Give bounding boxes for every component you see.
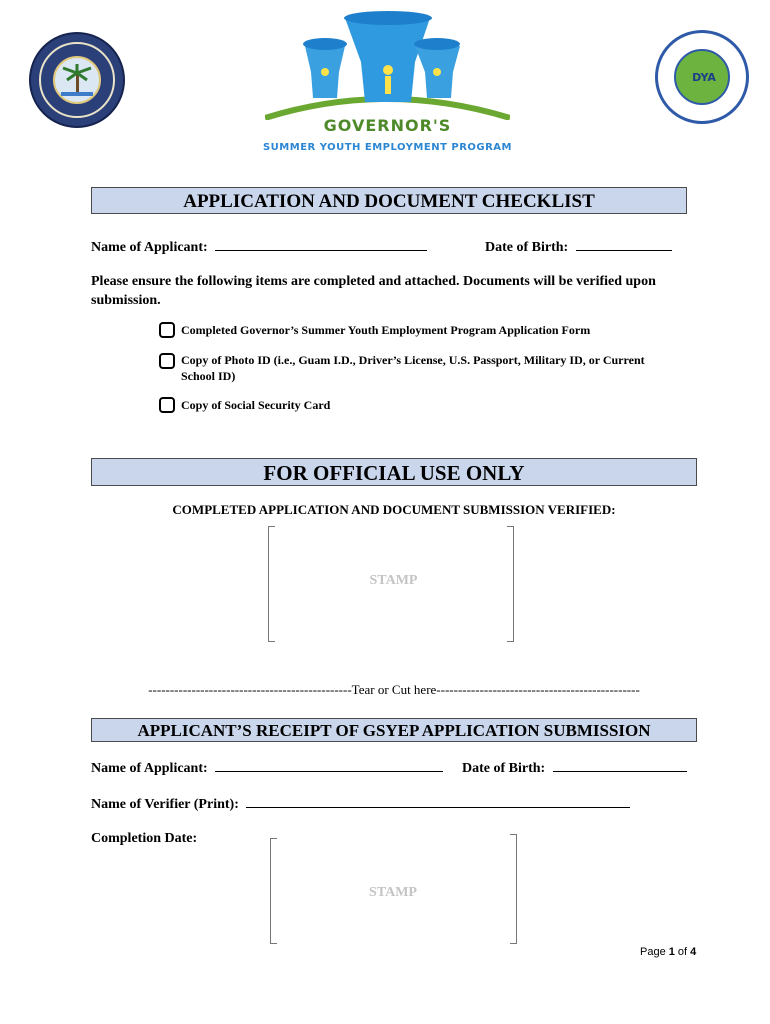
receipt-name-field[interactable] xyxy=(215,759,443,772)
receipt-dob-row xyxy=(462,759,687,777)
receipt-dob-label: Date of Birth: xyxy=(462,761,546,776)
department-of-youth-affairs-logo xyxy=(655,30,749,124)
checklist-item-application-form: Completed Governor’s Summer Youth Employment Program Application Form xyxy=(181,323,591,337)
verifier-label: Name of Verifier (Print): xyxy=(91,797,239,812)
receipt-stamp-placeholder: STAMP xyxy=(369,885,417,900)
applicant-name-row xyxy=(91,238,427,256)
verifier-name-field[interactable] xyxy=(246,795,630,808)
dob-label: Date of Birth: xyxy=(485,240,569,255)
instructions-text: Please ensure the following items are completed and attached. Documents will be verified upon submission. xyxy=(91,274,656,308)
tear-line: -----------------------------------------------Tear or Cut here----------------------------------------------- xyxy=(148,682,640,697)
page-current: 1 xyxy=(668,946,675,958)
official-stamp-placeholder: STAMP xyxy=(369,573,418,588)
page-sep: of xyxy=(674,946,691,958)
completion-date-label: Completion Date: xyxy=(91,831,198,846)
applicant-name-label: Name of Applicant: xyxy=(91,240,208,255)
page-total: 4 xyxy=(690,946,697,958)
checklist-item-social-security: Copy of Social Security Card xyxy=(181,398,331,412)
page-number xyxy=(640,946,696,958)
receipt-name-row xyxy=(91,759,443,777)
logo-title: GOVERNOR'S xyxy=(323,116,452,135)
verifier-row xyxy=(91,795,630,813)
logo-subtitle: SUMMER YOUTH EMPLOYMENT PROGRAM xyxy=(262,142,512,153)
checkbox-social-security[interactable] xyxy=(159,397,175,413)
receipt-dob-field[interactable] xyxy=(553,759,687,772)
checkbox-application-form[interactable] xyxy=(159,322,175,338)
applicant-name-field[interactable] xyxy=(215,238,427,251)
page-prefix: Page xyxy=(640,946,669,958)
palm-tree-icon xyxy=(55,58,99,102)
gsyep-logo xyxy=(265,10,510,120)
verification-label: COMPLETED APPLICATION AND DOCUMENT SUBMISSION VERIFIED: xyxy=(172,502,616,517)
checklist-title: APPLICATION AND DOCUMENT CHECKLIST xyxy=(91,187,687,214)
checklist-item-photo-id: Copy of Photo ID (i.e., Guam I.D., Driver’s License, U.S. Passport, Military ID, or Current School ID) xyxy=(181,353,645,383)
dya-emblem xyxy=(674,49,730,105)
checkbox-photo-id[interactable] xyxy=(159,353,175,369)
dya-mark: DYA xyxy=(692,71,716,84)
official-use-title: FOR OFFICIAL USE ONLY xyxy=(91,458,697,486)
dob-row xyxy=(485,238,672,256)
governors-seal-logo xyxy=(29,32,125,128)
seal-center xyxy=(53,56,101,104)
dob-field[interactable] xyxy=(576,238,672,251)
receipt-name-label: Name of Applicant: xyxy=(91,761,208,776)
receipt-title: APPLICANT’S RECEIPT OF GSYEP APPLICATION SUBMISSION xyxy=(91,718,697,742)
